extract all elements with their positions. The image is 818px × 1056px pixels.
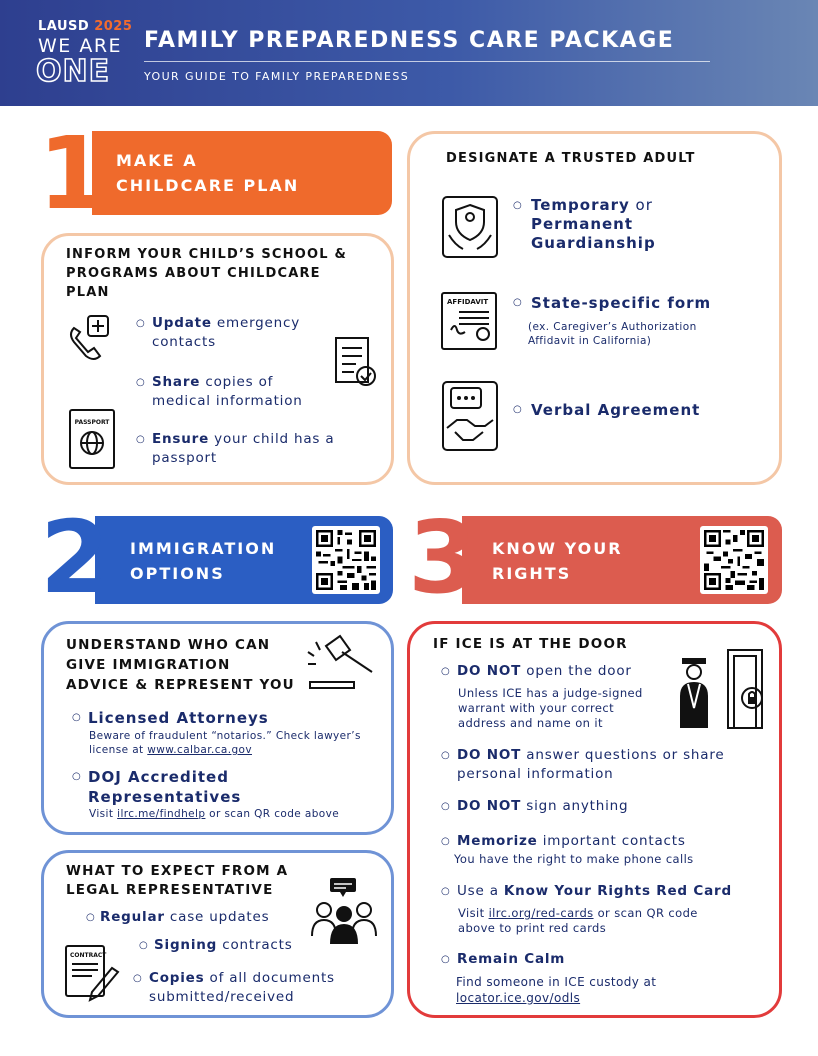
- item-text: medical information: [152, 393, 303, 409]
- bullet-icon: ○: [441, 836, 450, 847]
- note-text: Visit: [89, 808, 118, 820]
- affidavit-label: AFFIDAVIT: [447, 298, 489, 306]
- red-card-item: [457, 882, 732, 901]
- item-text: open the door: [521, 663, 632, 679]
- bullet-icon: ○: [72, 712, 81, 723]
- medical-phone-icon: [64, 308, 114, 364]
- page-subtitle: YOUR GUIDE TO FAMILY PREPAREDNESS: [144, 70, 410, 83]
- item-bold: Ensure: [152, 431, 210, 447]
- section3-banner-line2: RIGHTS: [492, 564, 572, 583]
- page-header: [0, 0, 818, 106]
- item-bold: Know Your Rights Red Card: [503, 883, 732, 899]
- item-text: case updates: [164, 909, 270, 925]
- page-title: FAMILY PREPAREDNESS CARE PACKAGE: [144, 28, 675, 53]
- note-line: warrant with your correct: [458, 701, 615, 715]
- item-bold: DO NOT: [457, 663, 522, 679]
- item-text: personal information: [457, 766, 614, 782]
- share-medical-item: [152, 373, 303, 411]
- item-text: of all documents: [204, 970, 335, 986]
- globe-icon: [71, 426, 113, 460]
- note-text: or scan QR code above: [205, 808, 340, 820]
- team-icon: [310, 876, 378, 946]
- item-bold: Permanent: [531, 215, 634, 233]
- item-bold: Memorize: [457, 833, 538, 849]
- section1-banner-line2: CHILDCARE PLAN: [116, 176, 300, 195]
- bullet-icon: ○: [139, 940, 148, 951]
- phone-calls-note: You have the right to make phone calls: [454, 852, 694, 866]
- bullet-icon: ○: [513, 404, 522, 415]
- item-line: Representatives: [88, 788, 242, 806]
- red-cards-link[interactable]: ilrc.org/red-cards: [488, 906, 594, 920]
- section2-banner-title: [130, 536, 276, 586]
- bullet-icon: ○: [513, 200, 522, 211]
- item-text: submitted/received: [149, 989, 295, 1005]
- childcare-box-title: [66, 245, 347, 302]
- section3-banner-title: [492, 536, 623, 586]
- ice-at-door-title: IF ICE IS AT THE DOOR: [433, 636, 628, 652]
- qr-code-icon: [316, 530, 376, 590]
- licensed-attorneys-item: Licensed Attorneys: [88, 709, 269, 727]
- bullet-icon: ○: [136, 434, 145, 445]
- bullet-icon: ○: [441, 886, 450, 897]
- note-text: license at: [89, 744, 148, 756]
- handshake-icon: [441, 380, 499, 452]
- logo-we-are: WE ARE: [38, 35, 123, 57]
- title-line: GIVE IMMIGRATION: [66, 657, 231, 673]
- bullet-icon: ○: [72, 771, 81, 782]
- title-line: INFORM YOUR CHILD’S SCHOOL &: [66, 247, 348, 262]
- calbar-link[interactable]: www.calbar.ca.gov: [147, 744, 252, 756]
- state-form-note: [528, 320, 697, 348]
- state-form-item: State-specific form: [531, 294, 712, 312]
- note-line: above to print red cards: [458, 921, 607, 935]
- qr-code-icon: [704, 530, 764, 590]
- title-line: PLAN: [66, 285, 110, 300]
- legal-representative-title: [66, 862, 288, 900]
- affidavit-icon: [441, 292, 497, 350]
- bullet-icon: ○: [513, 297, 522, 308]
- logo-one: ONE: [36, 54, 111, 89]
- bullet-icon: ○: [441, 750, 450, 761]
- bullet-icon: ○: [86, 912, 95, 923]
- section1-number: 1: [38, 115, 108, 232]
- signing-contracts-item: [154, 936, 293, 955]
- note-line: Find someone in ICE custody at: [456, 975, 657, 989]
- item-text: your child has a: [209, 431, 335, 447]
- bullet-icon: ○: [441, 801, 450, 812]
- title-line: LEGAL REPRESENTATIVE: [66, 882, 274, 898]
- ice-locator-note: [456, 974, 656, 1006]
- item-text: emergency: [211, 315, 301, 331]
- bullet-icon: ○: [133, 973, 142, 984]
- item-text: answer questions or share: [521, 747, 725, 763]
- item-bold: Regular: [100, 909, 165, 925]
- bullet-icon: ○: [441, 954, 450, 965]
- doj-note: [89, 807, 339, 821]
- contract-icon: [62, 942, 122, 1004]
- title-line: PROGRAMS ABOUT CHILDCARE: [66, 266, 321, 281]
- section2-banner-line1: IMMIGRATION: [130, 539, 277, 558]
- note-text: or scan QR code: [593, 906, 698, 920]
- note-line: (ex. Caregiver’s Authorization: [528, 321, 697, 333]
- licensed-attorneys-note: [89, 729, 361, 757]
- item-text: passport: [152, 450, 217, 466]
- document-check-icon: [330, 336, 380, 390]
- officer-door-icon: [678, 648, 774, 732]
- remain-calm-item: [457, 950, 565, 969]
- item-text: contracts: [217, 937, 293, 953]
- note-text: Visit: [458, 906, 489, 920]
- section1-banner-title: [116, 148, 299, 198]
- item-bold: Guardianship: [531, 234, 656, 252]
- regular-updates-item: [100, 908, 269, 927]
- item-text: Use a: [457, 883, 504, 899]
- ice-locator-link[interactable]: locator.ice.gov/odls: [456, 991, 581, 1005]
- update-contacts-item: [152, 314, 300, 352]
- note-line: Unless ICE has a judge-signed: [458, 686, 643, 700]
- dont-sign-item: [457, 797, 628, 816]
- section3-number: 3: [408, 499, 478, 616]
- item-bold: DO NOT: [457, 747, 522, 763]
- item-bold: Remain Calm: [457, 951, 566, 967]
- passport-icon: [69, 409, 115, 469]
- item-bold: Update: [152, 315, 212, 331]
- passport-label: PASSPORT: [74, 419, 110, 426]
- doj-accredited-item: [88, 767, 241, 807]
- copies-documents-item: [149, 969, 335, 1007]
- section1-banner-line1: MAKE A: [116, 151, 198, 170]
- trusted-adult-title: DESIGNATE A TRUSTED ADULT: [446, 151, 696, 166]
- item-bold: Signing: [154, 937, 218, 953]
- item-text: sign anything: [521, 798, 629, 814]
- bullet-icon: ○: [441, 666, 450, 677]
- item-bold: DO NOT: [457, 798, 522, 814]
- bullet-icon: ○: [136, 318, 145, 329]
- section2-banner-line2: OPTIONS: [130, 564, 225, 583]
- note-line: address and name on it: [458, 716, 603, 730]
- dont-answer-item: [457, 746, 725, 784]
- item-bold: Share: [152, 374, 201, 390]
- gavel-icon: [306, 632, 378, 692]
- note-line: Affidavit in California): [528, 335, 652, 347]
- affidavit-lines-icon: [443, 306, 495, 346]
- note-line: Beware of fraudulent “notarios.” Check lawyer’s: [89, 730, 361, 742]
- immigration-advice-title: [66, 635, 295, 695]
- item-text: contacts: [152, 334, 216, 350]
- contract-label: CONTRACT: [70, 952, 107, 959]
- guardian-icon: [441, 195, 499, 259]
- title-line: WHAT TO EXPECT FROM A: [66, 863, 289, 879]
- title-line: UNDERSTAND WHO CAN: [66, 637, 271, 653]
- rights-qr-code[interactable]: [700, 526, 768, 594]
- dont-open-door-item: [457, 662, 632, 681]
- item-text: important contacts: [537, 833, 686, 849]
- memorize-contacts-item: [457, 832, 686, 851]
- section2-number: 2: [40, 499, 110, 616]
- ensure-passport-item: [152, 430, 334, 468]
- item-text: copies of: [200, 374, 274, 390]
- red-card-note: [458, 906, 698, 936]
- warrant-note: [458, 686, 643, 731]
- title-line: ADVICE & REPRESENT YOU: [66, 677, 295, 693]
- verbal-agreement-item: Verbal Agreement: [531, 401, 701, 419]
- item-bold: Temporary: [531, 196, 630, 214]
- bullet-icon: ○: [136, 377, 145, 388]
- item-bold: Copies: [149, 970, 205, 986]
- header-divider: [144, 61, 710, 62]
- immigration-qr-code[interactable]: [312, 526, 380, 594]
- item-line: DOJ Accredited: [88, 768, 229, 786]
- item-text: or: [629, 196, 653, 214]
- section3-banner-line1: KNOW YOUR: [492, 539, 623, 558]
- logo-lausd: LAUSD 2025: [38, 19, 133, 34]
- guardianship-item: [531, 196, 656, 253]
- findhelp-link[interactable]: ilrc.me/findhelp: [117, 808, 206, 820]
